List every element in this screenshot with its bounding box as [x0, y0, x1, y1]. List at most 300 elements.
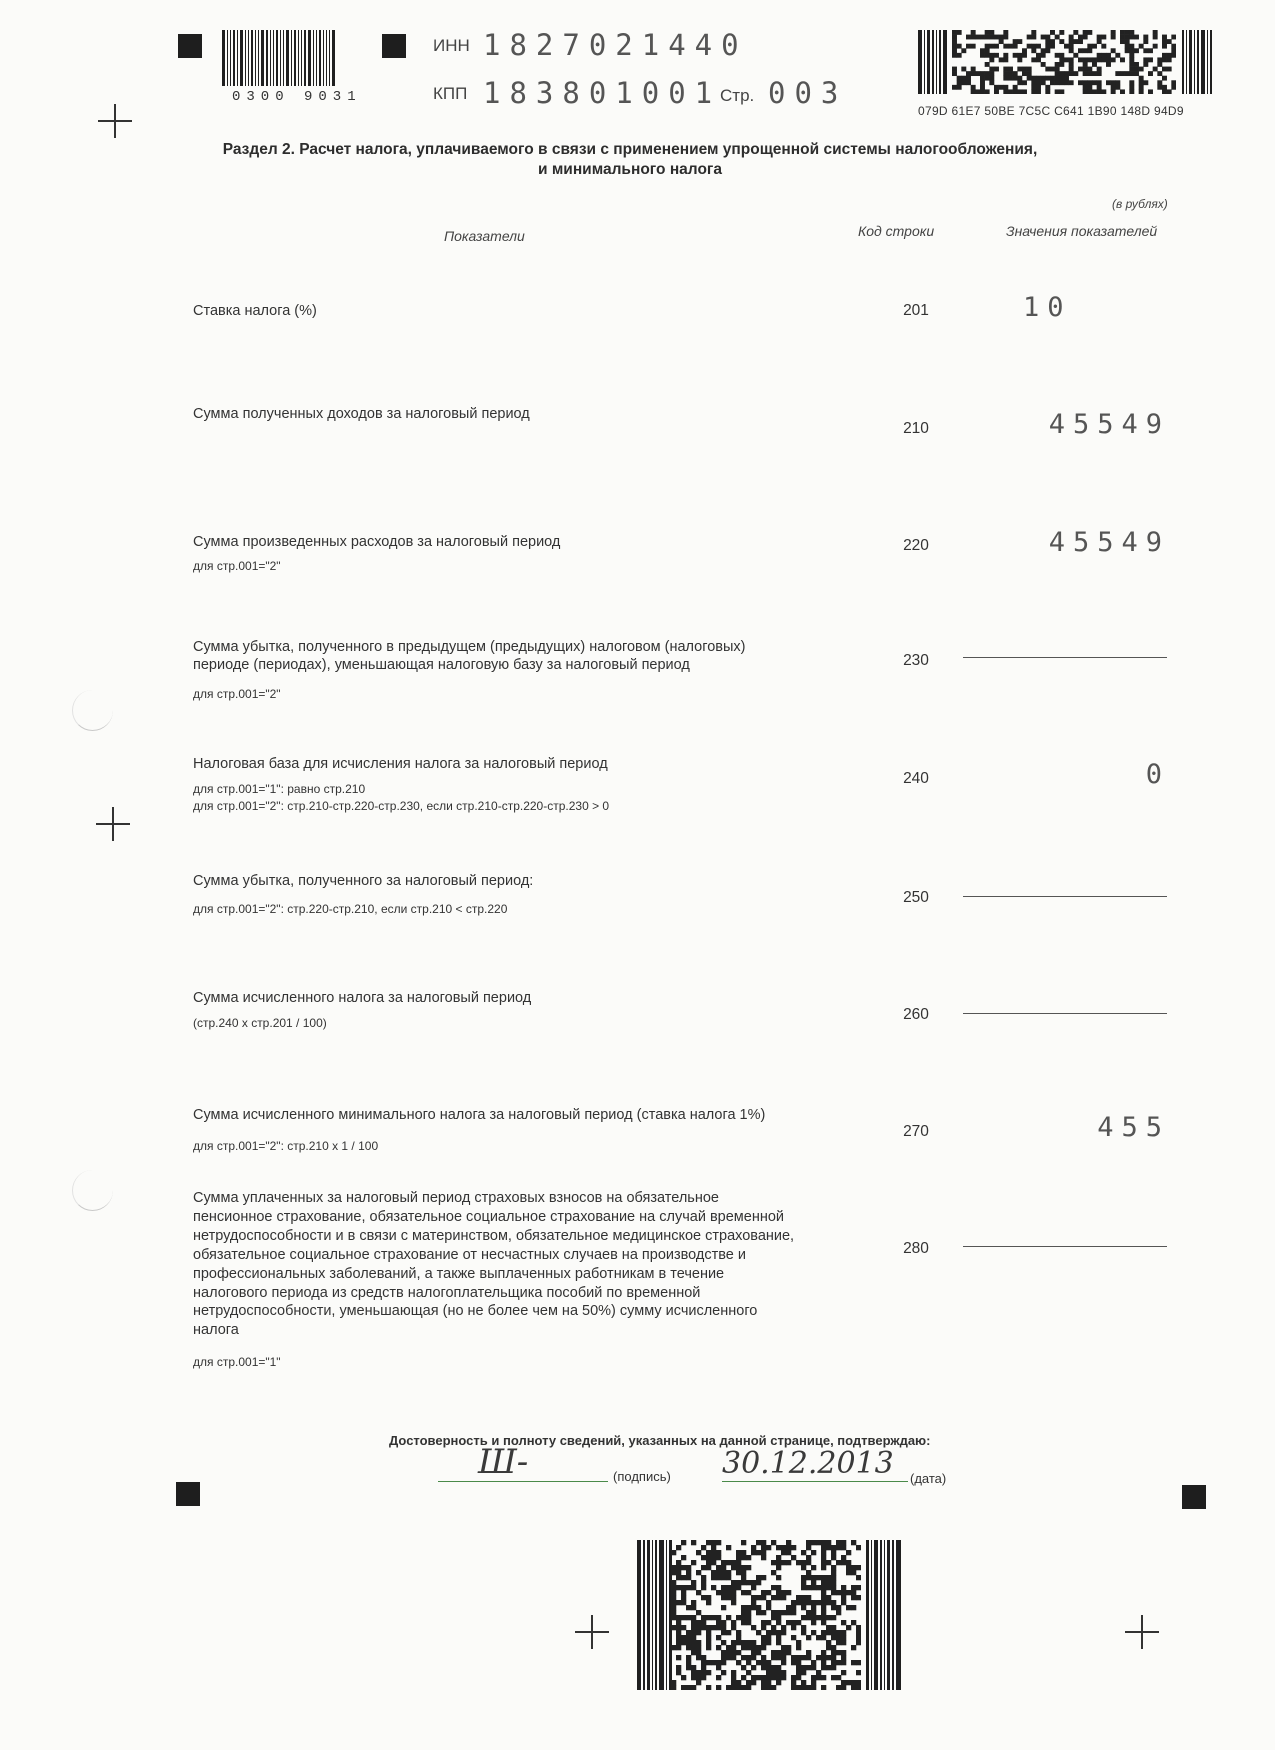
matrix-cell	[681, 1615, 686, 1620]
matrix-cell	[676, 1545, 681, 1550]
matrix-cell	[766, 1640, 771, 1645]
matrix-cell	[701, 1585, 706, 1590]
matrix-cell	[1083, 35, 1088, 40]
matrix-cell	[721, 1650, 726, 1655]
matrix-cell	[851, 1565, 856, 1570]
matrix-cell	[1008, 76, 1013, 81]
matrix-cell	[826, 1640, 831, 1645]
matrix-cell	[1139, 89, 1144, 94]
matrix-cell	[1069, 39, 1074, 44]
barcode-bar	[255, 30, 256, 86]
matrix-cell	[1003, 53, 1008, 58]
matrix-cell	[676, 1570, 681, 1575]
matrix-cell	[691, 1675, 696, 1680]
matrix-cell	[756, 1575, 761, 1580]
matrix-cell	[801, 1665, 806, 1670]
matrix-cell	[1125, 44, 1130, 49]
matrix-cell	[776, 1575, 781, 1580]
row-260-code: 260	[903, 1006, 929, 1023]
matrix-cell	[721, 1560, 726, 1565]
barcode-bar	[329, 30, 330, 86]
matrix-cell	[761, 1645, 766, 1650]
matrix-cell	[776, 1650, 781, 1655]
matrix-cell	[781, 1610, 786, 1615]
matrix-cell	[801, 1575, 806, 1580]
matrix-cell	[811, 1600, 816, 1605]
matrix-cell	[806, 1540, 811, 1545]
barcode-bar	[936, 30, 937, 94]
matrix-cell	[1134, 67, 1139, 72]
matrix-cell	[706, 1540, 711, 1545]
matrix-cell	[1097, 57, 1102, 62]
matrix-cell	[1129, 62, 1134, 67]
matrix-cell	[856, 1545, 861, 1550]
matrix-cell	[696, 1625, 701, 1630]
matrix-cell	[691, 1685, 696, 1690]
row-201-value: 10	[1023, 292, 1072, 323]
matrix-cell	[766, 1670, 771, 1675]
matrix-cell	[836, 1675, 841, 1680]
matrix-cell	[796, 1670, 801, 1675]
matrix-cell	[821, 1560, 826, 1565]
matrix-cell	[846, 1590, 851, 1595]
matrix-cell	[811, 1565, 816, 1570]
matrix-cell	[701, 1660, 706, 1665]
matrix-cell	[1162, 76, 1167, 81]
row-250-code: 250	[903, 889, 929, 906]
matrix-cell	[1087, 30, 1092, 35]
matrix-cell	[1153, 30, 1158, 35]
matrix-cell	[1120, 35, 1125, 40]
matrix-cell	[811, 1660, 816, 1665]
matrix-cell	[806, 1685, 811, 1690]
matrix-cell	[994, 85, 999, 90]
barcode-bar	[932, 30, 934, 94]
matrix-cell	[841, 1585, 846, 1590]
matrix-cell	[806, 1595, 811, 1600]
matrix-cell	[1013, 39, 1018, 44]
matrix-cell	[1069, 62, 1074, 67]
matrix-cell	[721, 1625, 726, 1630]
matrix-cell	[1129, 80, 1134, 85]
matrix-cell	[1036, 44, 1041, 49]
matrix-cell	[781, 1590, 786, 1595]
row-210-value: 45549	[1048, 409, 1170, 440]
matrix-cell	[831, 1590, 836, 1595]
matrix-cell	[781, 1625, 786, 1630]
matrix-cell	[1167, 57, 1172, 62]
matrix-cell	[846, 1570, 851, 1575]
matrix-cell	[726, 1630, 731, 1635]
matrix-cell	[831, 1615, 836, 1620]
matrix-cell	[716, 1615, 721, 1620]
matrix-cell	[701, 1620, 706, 1625]
matrix-cell	[681, 1675, 686, 1680]
matrix-cell	[1134, 62, 1139, 67]
matrix-cell	[816, 1675, 821, 1680]
matrix-cell	[1120, 57, 1125, 62]
matrix-cell	[975, 35, 980, 40]
matrix-cell	[811, 1575, 816, 1580]
matrix-cell	[1129, 57, 1134, 62]
matrix-cell	[957, 76, 962, 81]
matrix-cell	[1069, 48, 1074, 53]
barcode-bar	[270, 30, 271, 86]
matrix-cell	[751, 1600, 756, 1605]
row-240-value: 0	[1145, 759, 1170, 790]
matrix-cell	[751, 1675, 756, 1680]
matrix-cell	[721, 1585, 726, 1590]
matrix-cell	[761, 1590, 766, 1595]
barcode-bar	[308, 30, 311, 86]
matrix-cell	[831, 1675, 836, 1680]
matrix-cell	[701, 1625, 706, 1630]
matrix-cell	[691, 1640, 696, 1645]
matrix-cell	[706, 1660, 711, 1665]
matrix-cell	[1031, 30, 1036, 35]
matrix-cell	[1055, 80, 1060, 85]
matrix-cell	[776, 1630, 781, 1635]
matrix-cell	[801, 1600, 806, 1605]
matrix-cell	[771, 1650, 776, 1655]
matrix-cell	[1073, 53, 1078, 58]
matrix-cell	[676, 1565, 681, 1570]
matrix-cell	[706, 1560, 711, 1565]
matrix-cell	[751, 1585, 756, 1590]
matrix-cell	[706, 1670, 711, 1675]
matrix-cell	[701, 1555, 706, 1560]
signature-handwriting: Ш-	[478, 1442, 529, 1482]
barcode-bar	[647, 1540, 650, 1690]
matrix-cell	[736, 1555, 741, 1560]
barcode-bar	[273, 30, 274, 86]
row-240-code: 240	[903, 770, 929, 787]
barcode-bar	[301, 30, 302, 86]
matrix-cell	[836, 1635, 841, 1640]
matrix-cell	[1101, 35, 1106, 40]
barcode-bar	[652, 1540, 653, 1690]
matrix-cell	[831, 1600, 836, 1605]
matrix-cell	[1087, 44, 1092, 49]
matrix-cell	[701, 1655, 706, 1660]
matrix-cell	[1078, 57, 1083, 62]
matrix-cell	[1111, 85, 1116, 90]
matrix-cell	[776, 1560, 781, 1565]
matrix-cell	[1087, 67, 1092, 72]
matrix-cell	[741, 1550, 746, 1555]
matrix-cell	[726, 1645, 731, 1650]
matrix-cell	[746, 1655, 751, 1660]
matrix-cell	[1101, 53, 1106, 58]
matrix-cell	[681, 1575, 686, 1580]
matrix-cell	[971, 44, 976, 49]
matrix-cell	[1129, 89, 1134, 94]
matrix-cell	[1036, 85, 1041, 90]
row-230-empty-value	[963, 657, 1167, 658]
row-220-code: 220	[903, 537, 929, 554]
matrix-cell	[1092, 44, 1097, 49]
row-280-label-line-4: обязательное социальное страхование от несчастных случаев на производстве и	[193, 1246, 747, 1263]
matrix-cell	[726, 1545, 731, 1550]
matrix-cell	[1003, 71, 1008, 76]
matrix-cell	[741, 1675, 746, 1680]
matrix-cell	[751, 1605, 756, 1610]
barcode-bar	[643, 1540, 645, 1690]
matrix-cell	[676, 1655, 681, 1660]
matrix-cell	[1031, 80, 1036, 85]
matrix-cell	[836, 1610, 841, 1615]
matrix-cell	[691, 1620, 696, 1625]
matrix-cell	[851, 1595, 856, 1600]
row-280-label-line-7: нетрудоспособности, уменьшающая (но не более чем на 50%) сумму исчисленного	[193, 1303, 758, 1320]
matrix-cell	[1101, 89, 1106, 94]
matrix-cell	[826, 1595, 831, 1600]
matrix-cell	[1171, 53, 1176, 58]
matrix-cell	[676, 1630, 681, 1635]
matrix-cell	[1148, 71, 1153, 76]
matrix-cell	[1083, 85, 1088, 90]
matrix-cell	[751, 1580, 756, 1585]
row-240-note-2: для стр.001="2": стр.210-стр.220-стр.230, если стр.210-стр.220-стр.230 > 0	[193, 799, 610, 813]
matrix-cell	[841, 1655, 846, 1660]
matrix-cell	[957, 44, 962, 49]
matrix-cell	[821, 1550, 826, 1555]
matrix-cell	[1083, 80, 1088, 85]
matrix-cell	[736, 1565, 741, 1570]
matrix-cell	[771, 1615, 776, 1620]
barcode-bar	[927, 30, 930, 94]
matrix-cell	[952, 53, 957, 58]
matrix-cell	[975, 89, 980, 94]
matrix-cell	[1045, 67, 1050, 72]
matrix-cell	[1171, 44, 1176, 49]
matrix-cell	[1143, 62, 1148, 67]
matrix-cell	[1059, 89, 1064, 94]
matrix-cell	[721, 1565, 726, 1570]
matrix-cell	[961, 67, 966, 72]
matrix-cell	[776, 1610, 781, 1615]
matrix-cell	[801, 1680, 806, 1685]
matrix-cell	[971, 30, 976, 35]
matrix-cell	[741, 1555, 746, 1560]
matrix-cell	[731, 1585, 736, 1590]
matrix-cell	[691, 1580, 696, 1585]
matrix-cell	[686, 1565, 691, 1570]
matrix-cell	[791, 1655, 796, 1660]
barcode-bar	[943, 30, 947, 94]
matrix-cell	[856, 1635, 861, 1640]
matrix-cell	[1064, 80, 1069, 85]
matrix-cell	[806, 1610, 811, 1615]
matrix-cell	[721, 1570, 726, 1575]
inn-label: ИНН	[433, 36, 470, 55]
row-260-note: (стр.240 х стр.201 / 100)	[193, 1016, 327, 1030]
matrix-cell	[706, 1565, 711, 1570]
row-280-code: 280	[903, 1240, 929, 1257]
matrix-cell	[751, 1645, 756, 1650]
matrix-cell	[1139, 80, 1144, 85]
matrix-cell	[841, 1555, 846, 1560]
matrix-cell	[686, 1655, 691, 1660]
matrix-cell	[686, 1575, 691, 1580]
matrix-cell	[806, 1585, 811, 1590]
matrix-cell	[676, 1575, 681, 1580]
matrix-cell	[676, 1560, 681, 1565]
matrix-cell	[1050, 67, 1055, 72]
matrix-cell	[676, 1665, 681, 1670]
matrix-cell	[786, 1560, 791, 1565]
matrix-cell	[796, 1595, 801, 1600]
matrix-cell	[826, 1655, 831, 1660]
matrix-cell	[676, 1645, 681, 1650]
matrix-cell	[746, 1565, 751, 1570]
matrix-cell	[766, 1675, 771, 1680]
matrix-cell	[791, 1660, 796, 1665]
matrix-cell	[821, 1655, 826, 1660]
matrix-cell	[826, 1600, 831, 1605]
matrix-cell	[726, 1685, 731, 1690]
matrix-cell	[836, 1630, 841, 1635]
matrix-cell	[1097, 39, 1102, 44]
matrix-cell	[766, 1620, 771, 1625]
matrix-cell	[846, 1625, 851, 1630]
matrix-cell	[681, 1565, 686, 1570]
matrix-cell	[756, 1610, 761, 1615]
matrix-cell	[761, 1680, 766, 1685]
matrix-cell	[731, 1595, 736, 1600]
matrix-cell	[801, 1585, 806, 1590]
matrix-cell	[831, 1645, 836, 1650]
corner-marker-bottom-left	[176, 1482, 200, 1506]
matrix-cell	[751, 1650, 756, 1655]
matrix-cell	[1101, 44, 1106, 49]
row-230-label-line-2: периоде (периодах), уменьшающая налоговую базу за налоговый период	[193, 657, 690, 673]
date-label: (дата)	[910, 1471, 947, 1486]
matrix-cell	[756, 1645, 761, 1650]
matrix-cell	[716, 1635, 721, 1640]
matrix-cell	[801, 1580, 806, 1585]
matrix-cell	[846, 1605, 851, 1610]
matrix-cell	[1022, 89, 1027, 94]
matrix-cell	[980, 35, 985, 40]
matrix-cell	[781, 1670, 786, 1675]
matrix-cell	[766, 1680, 771, 1685]
matrix-cell	[1064, 44, 1069, 49]
matrix-cell	[786, 1540, 791, 1545]
matrix-cell	[821, 1660, 826, 1665]
matrix-cell	[1087, 85, 1092, 90]
matrix-cell	[771, 1630, 776, 1635]
matrix-cell	[1055, 89, 1060, 94]
matrix-cell	[851, 1590, 856, 1595]
matrix-cell	[696, 1590, 701, 1595]
matrix-cell	[801, 1630, 806, 1635]
matrix-cell	[1097, 53, 1102, 58]
matrix-cell	[696, 1610, 701, 1615]
matrix-cell	[796, 1655, 801, 1660]
matrix-cell	[1111, 35, 1116, 40]
matrix-cell	[716, 1565, 721, 1570]
matrix-cell	[971, 89, 976, 94]
matrix-cell	[1031, 85, 1036, 90]
matrix-cell	[966, 71, 971, 76]
matrix-cell	[980, 76, 985, 81]
matrix-cell	[681, 1590, 686, 1595]
matrix-cell	[716, 1685, 721, 1690]
barcode-bar	[939, 30, 941, 94]
matrix-cell	[856, 1685, 861, 1690]
matrix-cell	[676, 1615, 681, 1620]
matrix-cell	[1083, 71, 1088, 76]
matrix-cell	[1017, 80, 1022, 85]
matrix-cell	[741, 1665, 746, 1670]
matrix-cell	[671, 1610, 676, 1615]
matrix-cell	[776, 1595, 781, 1600]
barcode-bar	[258, 30, 259, 86]
matrix-cell	[731, 1560, 736, 1565]
matrix-cell	[1013, 76, 1018, 81]
matrix-cell	[1111, 80, 1116, 85]
matrix-cell	[751, 1550, 756, 1555]
matrix-cell	[1064, 76, 1069, 81]
matrix-cell	[1106, 80, 1111, 85]
matrix-cell	[671, 1685, 676, 1690]
matrix-cell	[851, 1585, 856, 1590]
barcode-bar	[866, 1540, 869, 1690]
matrix-cell	[761, 1555, 766, 1560]
matrix-cell	[811, 1585, 816, 1590]
matrix-cell	[831, 1570, 836, 1575]
matrix-cell	[776, 1635, 781, 1640]
matrix-cell	[1097, 35, 1102, 40]
matrix-cell	[841, 1670, 846, 1675]
matrix-cell	[961, 48, 966, 53]
row-240-label: Налоговая база для исчисления налога за налоговый период	[193, 756, 608, 772]
matrix-cell	[736, 1585, 741, 1590]
matrix-cell	[761, 1665, 766, 1670]
row-280-label-line-6: налогового периода из средств налогоплательщика пособий по временной	[193, 1284, 701, 1301]
crosshair-bottom-left	[575, 1615, 609, 1649]
barcode-bar	[286, 30, 289, 86]
matrix-cell	[716, 1645, 721, 1650]
matrix-cell	[816, 1670, 821, 1675]
matrix-cell	[957, 85, 962, 90]
matrix-cell	[716, 1620, 721, 1625]
matrix-cell	[1153, 35, 1158, 40]
matrix-cell	[985, 71, 990, 76]
matrix-cell	[681, 1635, 686, 1640]
corner-marker-top-middle	[382, 34, 406, 58]
matrix-cell	[841, 1600, 846, 1605]
matrix-cell	[989, 71, 994, 76]
matrix-cell	[1017, 53, 1022, 58]
matrix-cell	[851, 1605, 856, 1610]
matrix-cell	[791, 1635, 796, 1640]
matrix-cell	[671, 1625, 676, 1630]
matrix-cell	[811, 1680, 816, 1685]
matrix-cell	[786, 1590, 791, 1595]
matrix-cell	[836, 1545, 841, 1550]
barcode-bottom-right-bars	[866, 1540, 901, 1690]
matrix-cell	[971, 67, 976, 72]
matrix-cell	[801, 1655, 806, 1660]
matrix-cell	[786, 1620, 791, 1625]
matrix-cell	[841, 1630, 846, 1635]
barcode-bar	[655, 1540, 657, 1690]
matrix-cell	[801, 1685, 806, 1690]
matrix-cell	[1036, 89, 1041, 94]
matrix-cell	[746, 1645, 751, 1650]
